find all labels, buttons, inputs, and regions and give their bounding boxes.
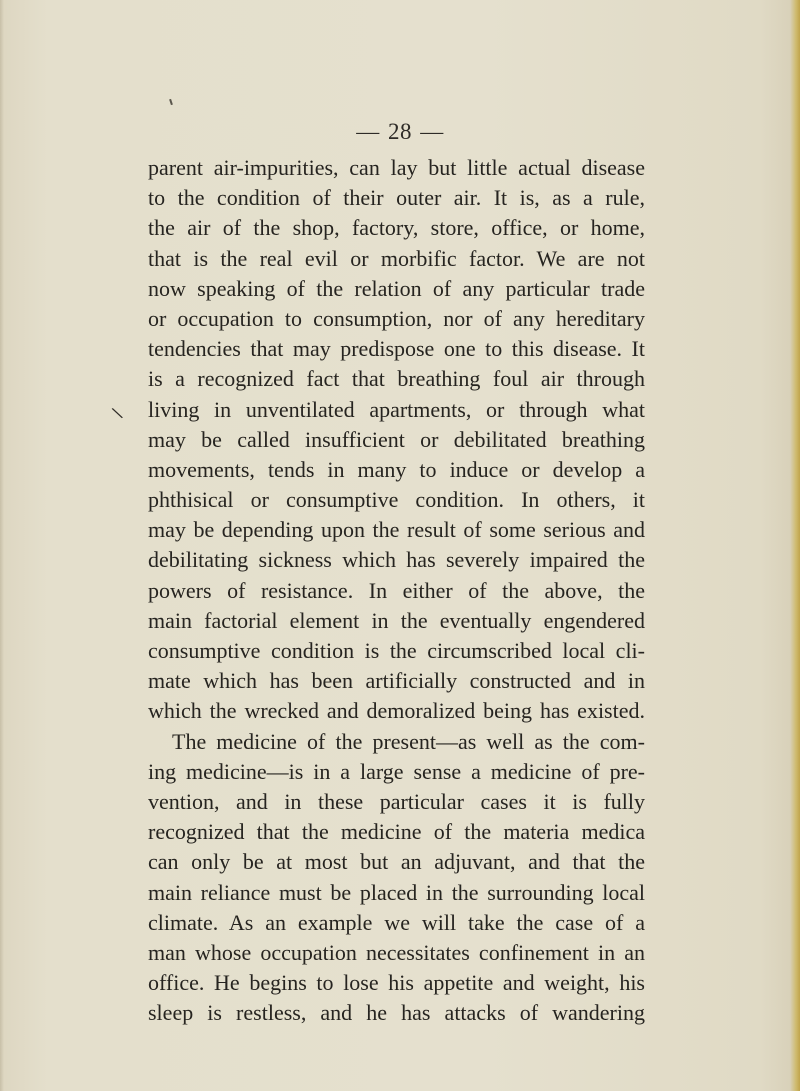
text-line: may be called insufficient or debilitated breathing bbox=[148, 426, 645, 452]
margin-mark: \ bbox=[109, 403, 125, 423]
text-line: which the wrecked and demoralized being has existed. bbox=[148, 698, 645, 724]
text-line: office. He begins to lose his appetite and weight, his bbox=[148, 970, 645, 996]
text-line: recognized that the medicine of the materia medica bbox=[148, 819, 645, 845]
text-line: debilitating sickness which has severely impaired the bbox=[148, 547, 645, 573]
text-line: may be depending upon the result of some serious and bbox=[148, 517, 645, 543]
text-line: to the condition of their outer air. It is, as a rule, bbox=[148, 185, 645, 211]
text-line: phthisical or consumptive condition. In others, it bbox=[148, 487, 645, 513]
text-line: movements, tends in many to induce or develop a bbox=[148, 456, 645, 482]
text-line: can only be at most but an adjuvant, and that the bbox=[148, 849, 645, 875]
text-line: tendencies that may predispose one to this disease. It bbox=[148, 336, 645, 362]
text-line: consumptive condition is the circumscribed local cli- bbox=[148, 638, 645, 663]
text-line: mate which has been artificially constructed and in bbox=[148, 668, 645, 694]
text-line: is a recognized fact that breathing foul air through bbox=[148, 366, 645, 392]
pencil-tick-mark bbox=[169, 99, 173, 105]
text-line: or occupation to consumption, nor of any hereditary bbox=[148, 305, 645, 331]
text-line: parent air-impurities, can lay but little actual disease bbox=[148, 155, 645, 180]
text-line: climate. As an example we will take the case of a bbox=[148, 909, 645, 935]
body-text bbox=[148, 153, 645, 1028]
text-line: the air of the shop, factory, store, office, or home, bbox=[148, 215, 645, 241]
text-line: that is the real evil or morbific factor. We are not bbox=[148, 245, 645, 271]
page-gilt-edge bbox=[790, 0, 800, 1091]
text-line: main reliance must be placed in the surrounding local bbox=[148, 879, 645, 905]
page-gutter-shadow bbox=[0, 0, 4, 1091]
page-number: — 28 — bbox=[356, 119, 444, 144]
text-line: living in unventilated apartments, or through what bbox=[148, 396, 645, 422]
text-line: ing medicine—is in a large sense a medicine of pre- bbox=[148, 758, 645, 784]
text-line: main factorial element in the eventually engendered bbox=[148, 607, 645, 633]
paragraph-start-line: The medicine of the present—as well as the com- bbox=[172, 728, 645, 754]
text-line: sleep is restless, and he has attacks of wandering bbox=[148, 1000, 645, 1026]
text-line: man whose occupation necessitates confinement in an bbox=[148, 939, 645, 965]
text-line: now speaking of the relation of any particular trade bbox=[148, 275, 645, 301]
text-line: vention, and in these particular cases it is fully bbox=[148, 788, 645, 814]
text-line: powers of resistance. In either of the above, the bbox=[148, 577, 645, 603]
